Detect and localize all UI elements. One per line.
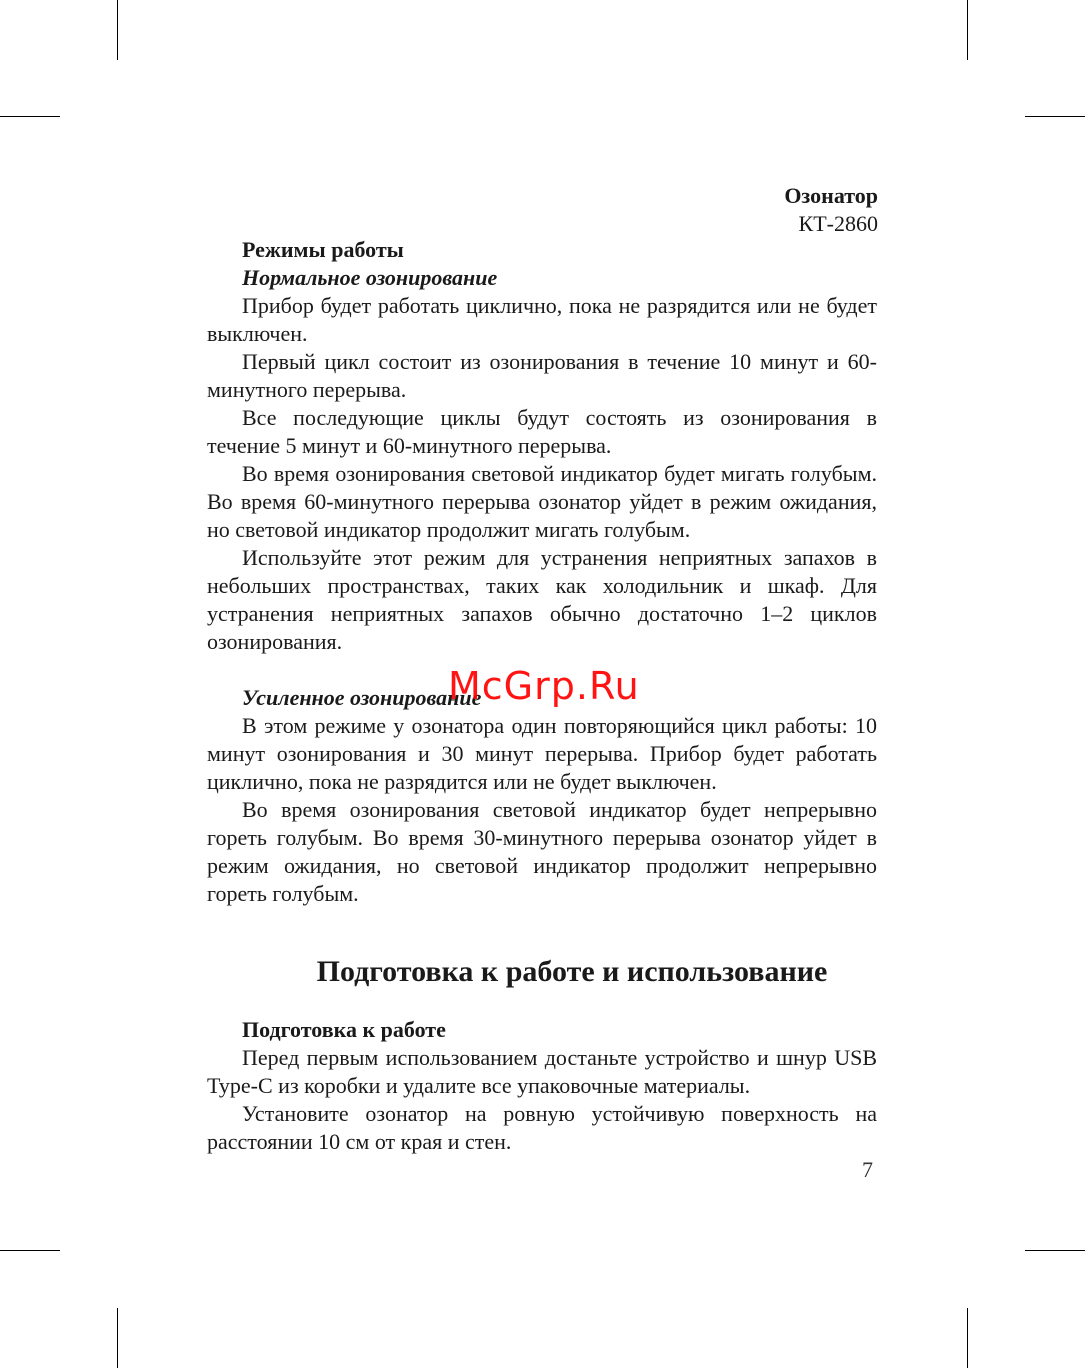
subheading-preparation: Подготовка к работе xyxy=(242,1017,446,1042)
paragraph: В этом режиме у озонатора один повторяющийся цикл работы: 10 минут озонирования и 30 минут перерыва. Прибор будет работать циклично, пока не разрядится или не будет выключен. xyxy=(207,713,877,794)
crop-mark xyxy=(0,116,60,117)
paragraph: Перед первым использованием достаньте устройство и шнур USB Type-C из коробки и удалите все упаковочные материалы. xyxy=(207,1045,877,1098)
subheading-normal: Нормальное озонирование xyxy=(242,265,498,290)
paragraph: Все последующие циклы будут состоять из озонирования в течение 5 минут и 60-минутного перерыва. xyxy=(207,405,877,458)
crop-mark xyxy=(967,0,968,60)
running-header xyxy=(784,182,878,238)
watermark: McGrp.Ru xyxy=(448,664,640,708)
page-number: 7 xyxy=(862,1157,873,1182)
crop-mark xyxy=(0,1250,60,1251)
crop-mark xyxy=(117,1308,118,1368)
header-title: Озонатор xyxy=(784,183,878,208)
crop-mark xyxy=(1025,1250,1085,1251)
paragraph: Установите озонатор на ровную устойчивую поверхность на расстоянии 10 см от края и стен. xyxy=(207,1101,877,1154)
paragraph: Прибор будет работать циклично, пока не разрядится или не будет выключен. xyxy=(207,293,877,346)
crop-mark xyxy=(967,1308,968,1368)
section-heading-modes: Режимы работы xyxy=(242,237,404,262)
paragraph: Первый цикл состоит из озонирования в течение 10 минут и 60-минутного перерыва. xyxy=(207,349,877,402)
crop-mark xyxy=(117,0,118,60)
paragraph: Используйте этот режим для устранения неприятных запахов в небольших пространствах, таких как холодильник и шкаф. Для устранения неприятных запахов обычно достаточно 1–2 циклов озонирования. xyxy=(207,545,877,654)
section-title-preparation: Подготовка к работе и использование xyxy=(316,955,828,988)
crop-mark xyxy=(1025,116,1085,117)
header-model: КТ-2860 xyxy=(798,211,878,236)
subheading-boosted: Усиленное озонирование xyxy=(242,685,482,710)
paragraph: Во время озонирования световой индикатор будет мигать голубым. Во время 60-минутного перерыва озонатор уйдет в режим ожидания, но световой индикатор продолжит мигать голубым. xyxy=(207,461,877,542)
paragraph: Во время озонирования световой индикатор будет непрерывно гореть голубым. Во время 30-минутного перерыва озонатор уйдет в режим ожидания, но световой индикатор продолжит непрерывно гореть голубым. xyxy=(207,797,877,906)
